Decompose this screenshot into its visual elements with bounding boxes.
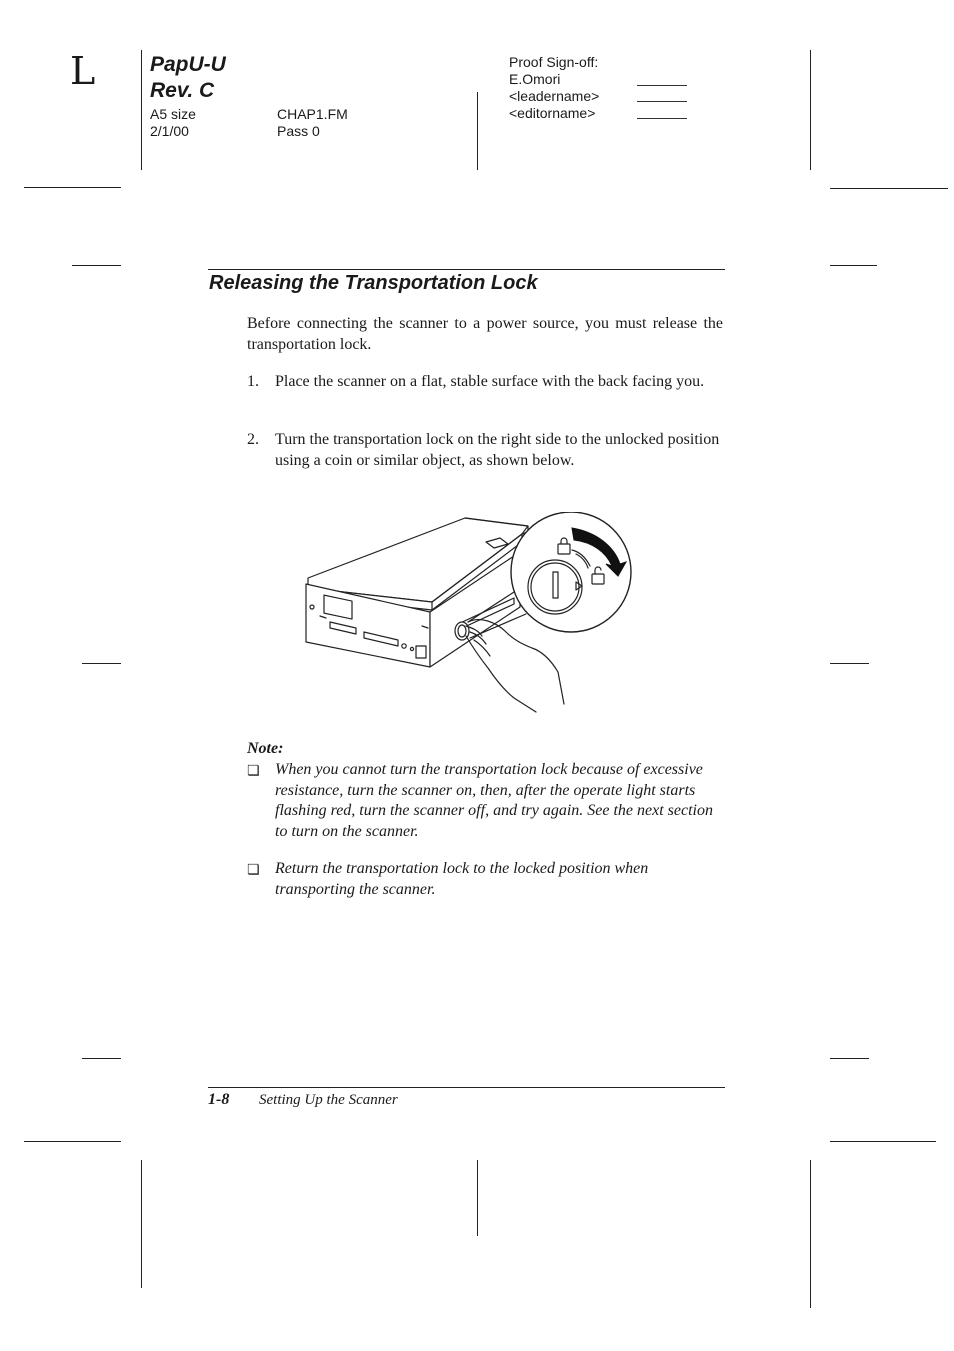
signoff-name: <leadername> <box>509 88 600 104</box>
note-text: Return the transportation lock to the locked position when transporting the scanner. <box>275 860 649 898</box>
signoff-title: Proof Sign-off: <box>509 54 599 70</box>
checkbox-bullet-icon: ❏ <box>247 862 260 878</box>
crop-mark <box>72 265 121 266</box>
signature-line <box>637 85 687 86</box>
checkbox-bullet-icon: ❏ <box>247 763 260 779</box>
crop-mark <box>830 265 877 266</box>
file-label: CHAP1.FM <box>277 106 348 122</box>
crop-mark <box>830 188 948 189</box>
note-label: Note: <box>247 740 284 757</box>
proof-signoff <box>509 54 599 122</box>
step-number: 2. <box>247 431 259 448</box>
crop-mark <box>141 1160 142 1288</box>
crop-mark <box>810 50 811 170</box>
crop-mark <box>141 50 142 170</box>
section-rule <box>208 269 725 270</box>
corner-letter: L <box>70 49 96 93</box>
crop-mark <box>830 1058 869 1059</box>
crop-mark <box>830 663 869 664</box>
crop-mark <box>810 1160 811 1308</box>
step-text: Turn the transportation lock on the right side to the unlocked position using a coin or similar object, as shown below. <box>275 431 720 469</box>
crop-mark <box>24 1141 121 1142</box>
crop-mark <box>24 187 121 188</box>
page-number: 1-8 <box>208 1091 230 1108</box>
step-number: 1. <box>247 373 259 390</box>
footer-rule <box>208 1087 725 1088</box>
signature-line <box>637 118 687 119</box>
chapter-title: Setting Up the Scanner <box>259 1092 398 1108</box>
pass-label: Pass 0 <box>277 123 320 139</box>
scanner-illustration <box>300 512 640 717</box>
intro-paragraph: Before connecting the scanner to a power source, you must release the transportation lock. <box>247 315 723 353</box>
signoff-name: E.Omori <box>509 71 561 87</box>
signature-line <box>637 101 687 102</box>
crop-mark <box>82 663 121 664</box>
crop-mark <box>830 1141 936 1142</box>
crop-mark <box>477 92 478 170</box>
date-label: 2/1/00 <box>150 123 189 139</box>
signoff-name: <editorname> <box>509 105 596 121</box>
step-text: Place the scanner on a flat, stable surface with the back facing you. <box>275 373 705 390</box>
note-text: When you cannot turn the transportation lock because of excessive resistance, turn the scanner on, then, after the operate light starts flashing red, turn the scanner off, and try again. See the next section to turn on the scanner. <box>275 761 713 840</box>
product-title: PapU-U <box>150 53 226 76</box>
revision-label: Rev. C <box>150 79 215 102</box>
section-title: Releasing the Transportation Lock <box>209 272 538 294</box>
size-label: A5 size <box>150 106 196 122</box>
crop-mark <box>82 1058 121 1059</box>
crop-mark <box>477 1160 478 1236</box>
product-name <box>150 52 226 104</box>
